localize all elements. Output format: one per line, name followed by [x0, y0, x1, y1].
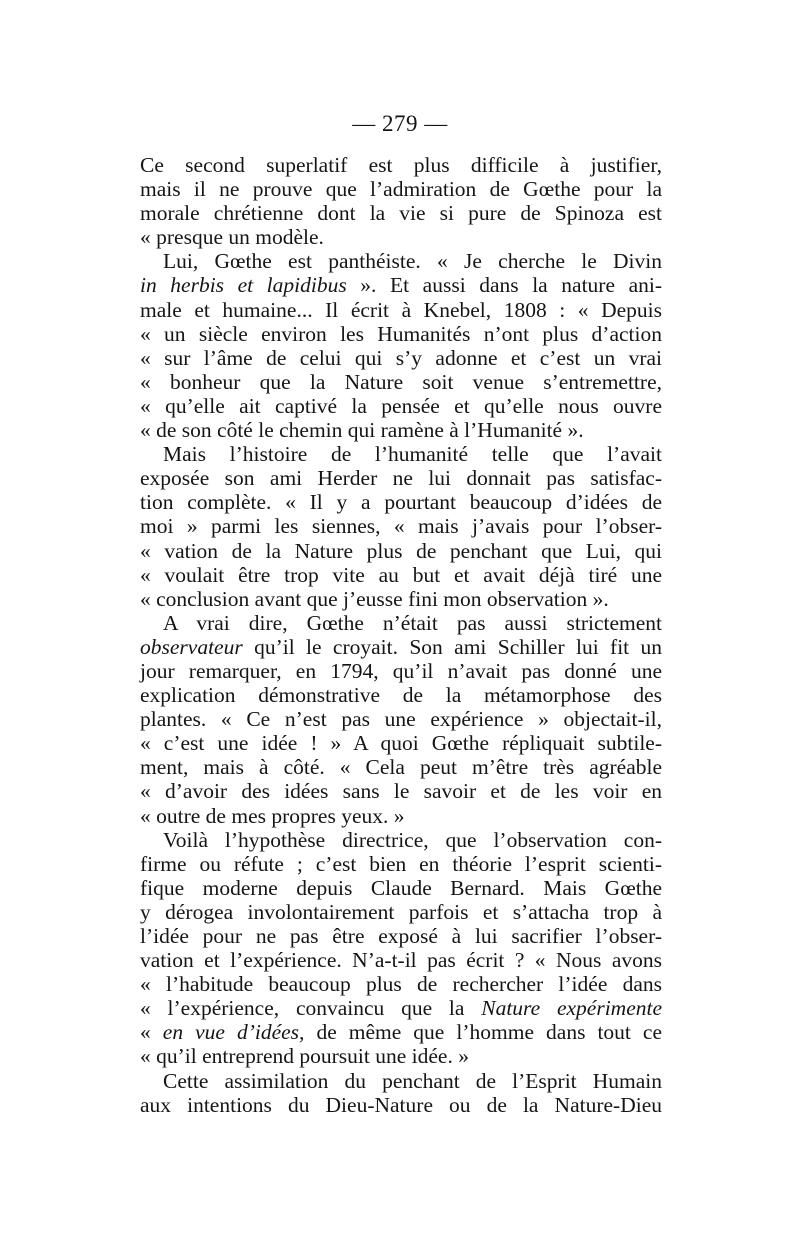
text-segment: « l’habitude beaucoup plus de rechercher l’idée dans — [140, 972, 662, 997]
text-line — [140, 1069, 662, 1093]
text-line — [140, 514, 662, 538]
text-line — [140, 539, 662, 563]
text-line — [140, 828, 662, 852]
text-line — [140, 298, 662, 322]
text-line — [140, 201, 662, 225]
text-line — [140, 153, 662, 177]
text-segment: « un siècle environ les Humanités n’ont plus d’action — [140, 321, 662, 346]
text-segment: explication démonstrative de la métamorphose des — [140, 683, 662, 708]
text-segment: « de son côté le chemin qui ramène à l’Humanité ». — [140, 418, 584, 443]
text-segment: « sur l’âme de celui qui s’y adonne et c’est un vrai — [140, 345, 662, 370]
text-segment: « bonheur que la Nature soit venue s’entremettre, — [140, 369, 662, 394]
italic-text: en vue d’idées, — [162, 1020, 305, 1045]
text-segment: « l’expérience, convaincu que la — [140, 996, 482, 1021]
text-line — [140, 1093, 662, 1117]
text-segment: « d’avoir des idées sans le savoir et de les voir en — [140, 779, 662, 804]
text-segment: « c’est une idée ! » A quoi Gœthe répliquait subtile- — [140, 731, 662, 756]
italic-text: observateur — [140, 634, 243, 659]
text-segment: « qu’elle ait captivé la pensée et qu’elle nous ouvre — [140, 393, 662, 418]
text-segment: ment, mais à côté. « Cela peut m’être très agréable — [140, 755, 662, 780]
text-segment: moi » parmi les siennes, « mais j’avais pour l’obser- — [140, 514, 662, 539]
text-segment: exposée son ami Herder ne lui donnait pas satisfac- — [140, 466, 662, 491]
text-line — [140, 587, 662, 611]
text-segment: mais il ne prouve que l’admiration de Gœthe pour la — [140, 177, 662, 202]
text-line — [140, 418, 662, 442]
text-segment: Lui, Gœthe est panthéiste. « Je cherche le Divin — [163, 249, 662, 274]
text-segment: jour remarquer, en 1794, qu’il n’avait pas donné une — [140, 658, 662, 683]
text-line — [140, 924, 662, 948]
text-line — [140, 1020, 662, 1044]
text-line — [140, 177, 662, 201]
text-line — [140, 490, 662, 514]
text-segment: fique moderne depuis Claude Bernard. Mais Gœthe — [140, 875, 662, 900]
text-line — [140, 972, 662, 996]
text-line — [140, 442, 662, 466]
text-line — [140, 804, 662, 828]
text-line — [140, 635, 662, 659]
text-line — [140, 611, 662, 635]
text-segment: de même que l’homme dans tout ce — [304, 1020, 663, 1045]
text-line — [140, 731, 662, 755]
text-line — [140, 563, 662, 587]
text-segment: plantes. « Ce n’est pas une expérience » objectait-il, — [140, 707, 662, 732]
text-line — [140, 273, 662, 297]
text-line — [140, 346, 662, 370]
text-segment: « outre de mes propres yeux. » — [140, 803, 405, 828]
page-number: — 279 — — [352, 111, 448, 136]
text-segment: A vrai dire, Gœthe n’était pas aussi strictement — [163, 610, 662, 635]
text-line — [140, 1044, 662, 1068]
text-line — [140, 996, 662, 1020]
text-segment: « — [140, 1020, 163, 1045]
italic-text: in herbis et lapidibus — [140, 273, 347, 298]
text-segment: « qu’il entreprend poursuit une idée. » — [140, 1044, 469, 1069]
text-segment: Mais l’histoire de l’humanité telle que l’avait — [163, 442, 662, 467]
text-line — [140, 249, 662, 273]
text-line — [140, 948, 662, 972]
text-line — [140, 852, 662, 876]
text-line — [140, 322, 662, 346]
text-segment: qu’il le croyait. Son ami Schiller lui fit un — [242, 634, 662, 659]
text-line — [140, 755, 662, 779]
text-segment: « voulait être trop vite au but et avait déjà tiré une — [140, 562, 662, 587]
text-line — [140, 707, 662, 731]
text-segment: tion complète. « Il y a pourtant beaucoup d’idées de — [140, 490, 662, 515]
text-line — [140, 876, 662, 900]
text-segment: Voilà l’hypothèse directrice, que l’observation con- — [163, 827, 662, 852]
page-text — [140, 153, 662, 1117]
text-segment: « presque un modèle. — [140, 225, 324, 250]
text-line — [140, 683, 662, 707]
text-segment: « vation de la Nature plus de penchant que Lui, qui — [140, 538, 662, 563]
text-segment: « conclusion avant que j’eusse fini mon observation ». — [140, 586, 609, 611]
italic-text: Nature expérimente — [481, 996, 663, 1021]
text-line — [140, 394, 662, 418]
text-segment: aux intentions du Dieu-Nature ou de la Nature-Dieu — [140, 1092, 662, 1117]
text-segment: male et humaine... Il écrit à Knebel, 1808 : « Depuis — [140, 297, 662, 322]
text-segment: morale chrétienne dont la vie si pure de Spinoza est — [140, 201, 662, 226]
text-segment: Ce second superlatif est plus difficile à justifier, — [140, 153, 662, 177]
text-line — [140, 659, 662, 683]
text-line — [140, 466, 662, 490]
text-segment: l’idée pour ne pas être exposé à lui sacrifier l’obser- — [140, 924, 662, 948]
text-line — [140, 370, 662, 394]
text-line — [140, 225, 662, 249]
text-segment: ». Et aussi dans la nature ani- — [346, 273, 662, 298]
text-segment: firme ou réfute ; c’est bien en théorie l’esprit scienti- — [140, 851, 662, 876]
text-segment: vation et l’expérience. N’a-t-il pas écrit ? « Nous avons — [140, 948, 662, 973]
text-segment: Cette assimilation du penchant de l’Esprit Humain — [163, 1068, 662, 1093]
text-line — [140, 779, 662, 803]
text-line — [140, 900, 662, 924]
text-segment: y dérogea involontairement parfois et s’attacha trop à — [140, 899, 662, 924]
